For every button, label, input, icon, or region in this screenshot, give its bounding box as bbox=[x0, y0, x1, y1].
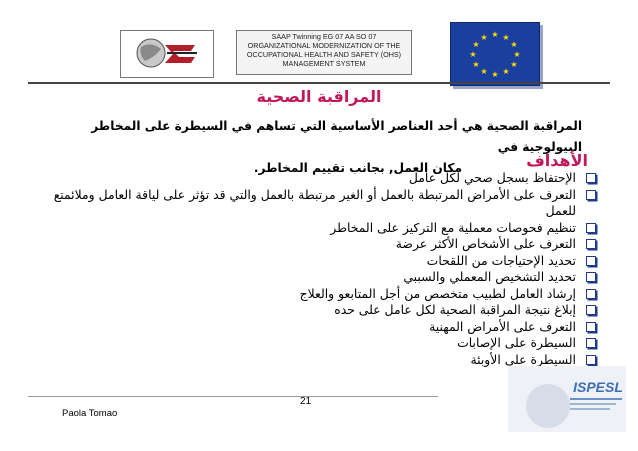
checkbox-bullet-icon bbox=[586, 173, 596, 183]
slide-title: المراقبة الصحية bbox=[256, 87, 382, 106]
objectives-heading: الأهداف bbox=[526, 151, 588, 170]
svg-text:★: ★ bbox=[469, 50, 477, 59]
list-item-text: إبلاغ نتيجة المراقبة الصحية لكل عامل على حده bbox=[334, 302, 576, 317]
svg-text:★: ★ bbox=[480, 33, 488, 42]
list-item bbox=[28, 286, 596, 303]
list-item-text: تحديد الإحتياجات من اللقحات bbox=[426, 252, 576, 268]
list-item-text: السيطرة على الأوبئة bbox=[470, 351, 576, 367]
footer-divider bbox=[28, 396, 438, 397]
list-item bbox=[28, 319, 596, 336]
page-number: 21 bbox=[300, 396, 312, 407]
header-divider bbox=[28, 82, 610, 84]
egypt-twinning-logo bbox=[120, 30, 214, 78]
list-item bbox=[28, 253, 596, 270]
svg-text:★: ★ bbox=[491, 70, 499, 79]
svg-text:ISPESL: ISPESL bbox=[573, 379, 623, 395]
objectives-list bbox=[28, 170, 596, 368]
list-item-text: السيطرة على الإصابات bbox=[457, 335, 576, 350]
list-item bbox=[28, 269, 596, 286]
intro-line-1: المراقبة الصحية هي أحد العناصر الأساسية التي تساهم في السيطرة على المخاطر البيولوجية في bbox=[91, 119, 582, 154]
list-item-text: تحديد التشخيص المعملي والسببي bbox=[403, 269, 576, 284]
svg-text:★: ★ bbox=[513, 50, 521, 59]
header-line-4: MANAGEMENT SYSTEM bbox=[282, 59, 366, 68]
intro-line-2: مكان العمل, بجانب تقييم المخاطر. bbox=[253, 161, 462, 175]
list-item bbox=[28, 236, 596, 253]
checkbox-bullet-icon bbox=[586, 289, 596, 299]
svg-text:★: ★ bbox=[502, 33, 510, 42]
list-item bbox=[28, 220, 596, 237]
project-header-box bbox=[236, 30, 412, 75]
list-item-text: التعرف على الأمراض المرتبطة بالعمل أو الغير مرتبطة بالعمل والتي قد تؤثر على لياقة العامل وملائمتع للعمل bbox=[53, 186, 576, 218]
checkbox-bullet-icon bbox=[586, 355, 596, 365]
list-item-text: إرشاد العامل لطبيب متخصص من أجل المتابعو والعلاج bbox=[299, 285, 576, 301]
svg-text:★: ★ bbox=[472, 40, 480, 49]
header-line-1: SAAP Twinning EG 07 AA SO 07 bbox=[271, 32, 377, 41]
author-name: Paola Tomao bbox=[62, 408, 118, 419]
svg-text:★: ★ bbox=[510, 60, 518, 69]
svg-text:★: ★ bbox=[480, 67, 488, 76]
list-item bbox=[28, 187, 596, 220]
svg-text:★: ★ bbox=[510, 40, 518, 49]
eu-flag-icon bbox=[450, 22, 540, 86]
list-item bbox=[28, 170, 596, 187]
list-item bbox=[28, 335, 596, 352]
header-line-3: OCCUPATIONAL HEALTH AND SAFETY (OHS) bbox=[246, 50, 402, 59]
checkbox-bullet-icon bbox=[586, 190, 596, 200]
list-item-text: الإحتفاظ بسجل صحي لكل عامل bbox=[408, 170, 576, 185]
svg-text:★: ★ bbox=[472, 60, 480, 69]
checkbox-bullet-icon bbox=[586, 322, 596, 332]
checkbox-bullet-icon bbox=[586, 256, 596, 266]
checkbox-bullet-icon bbox=[586, 223, 596, 233]
list-item-text: التعرف على الأمراض المهنية bbox=[429, 318, 576, 334]
checkbox-bullet-icon bbox=[586, 305, 596, 315]
ispesl-logo bbox=[508, 366, 626, 432]
checkbox-bullet-icon bbox=[586, 338, 596, 348]
header-line-2: ORGANIZATIONAL MODERNIZATION OF THE bbox=[247, 41, 401, 50]
checkbox-bullet-icon bbox=[586, 272, 596, 282]
list-item bbox=[28, 302, 596, 319]
svg-text:★: ★ bbox=[502, 67, 510, 76]
list-item-text: تنظيم فحوصات معملية مع التركيز على المخاطر bbox=[330, 219, 576, 235]
checkbox-bullet-icon bbox=[586, 239, 596, 249]
list-item-text: التعرف على الأشخاص الأكثر عرضة bbox=[395, 236, 576, 251]
svg-text:★: ★ bbox=[491, 30, 499, 39]
